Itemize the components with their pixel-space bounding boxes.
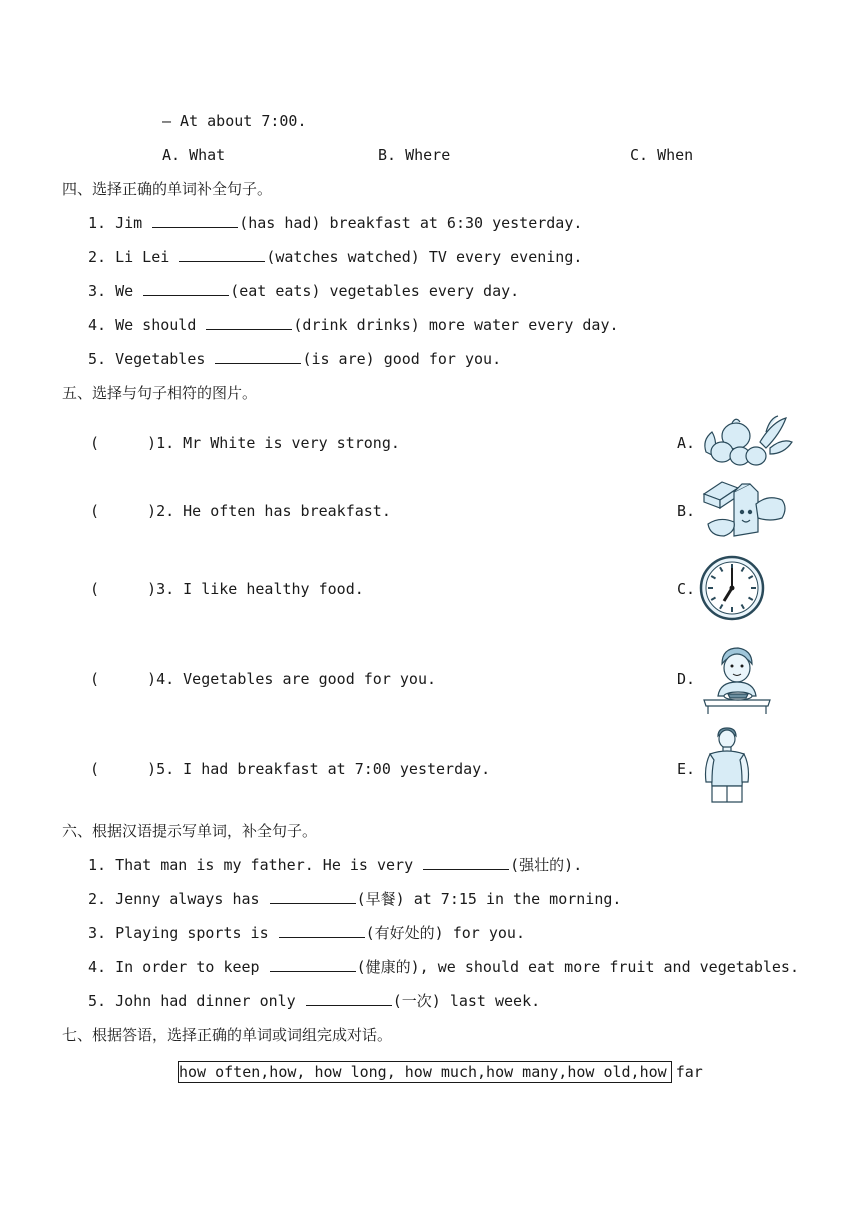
s6-item-5 <box>88 991 540 1011</box>
pic-label-a: A. <box>677 434 696 452</box>
s5-item-4 <box>90 669 436 689</box>
s5-paren-close: ) <box>147 434 157 452</box>
s4-item-2-pre: 2. Li Lei <box>88 248 170 266</box>
s4-item-1 <box>88 213 582 233</box>
s4-item-5-post: (is are) good for you. <box>302 350 502 368</box>
s4-item-4-post: (drink drinks) more water every day. <box>293 316 619 334</box>
s5-item-1 <box>90 433 400 453</box>
s5-item-3 <box>90 579 364 599</box>
s5-paren-open: ( <box>90 502 100 520</box>
section5-heading: 五、选择与句子相符的图片。 <box>62 384 258 402</box>
option-b: B. Where <box>378 146 451 164</box>
s6-blank-1[interactable] <box>423 855 509 870</box>
s6-item-1 <box>88 855 582 875</box>
word-bank-box <box>178 1061 703 1083</box>
s4-item-4 <box>88 315 619 335</box>
pic-label-e: E. <box>677 760 696 778</box>
s5-item-1-text: 1. Mr White is very strong. <box>156 434 400 452</box>
s6-item-4-pre: 4. In order to keep <box>88 958 260 976</box>
section7-heading: 七、根据答语，选择正确的单词或词组完成对话。 <box>62 1026 393 1044</box>
s6-item-3 <box>88 923 525 943</box>
s4-blank-3[interactable] <box>143 281 229 296</box>
s6-item-3-post: (有好处的) for you. <box>365 924 525 942</box>
s4-blank-2[interactable] <box>179 247 265 262</box>
s5-paren-open: ( <box>90 670 100 688</box>
s4-item-1-pre: 1. Jim <box>88 214 143 232</box>
pic-label-b: B. <box>677 502 696 520</box>
s6-item-3-pre: 3. Playing sports is <box>88 924 269 942</box>
pic-label-d: D. <box>677 670 696 688</box>
s4-blank-1[interactable] <box>152 213 238 228</box>
answer-line: — At about 7:00. <box>162 112 307 130</box>
s5-paren-close: ) <box>147 760 157 778</box>
word-bank-text: how often,how, how long, how much,how many,how old,how far <box>179 1063 703 1081</box>
s6-blank-3[interactable] <box>279 923 365 938</box>
s4-item-3-pre: 3. We <box>88 282 134 300</box>
breakfast-food-picture <box>700 478 788 542</box>
s5-item-2 <box>90 501 391 521</box>
option-c: C. When <box>630 146 694 164</box>
section4-heading: 四、选择正确的单词补全句子。 <box>62 180 273 198</box>
boy-eating-picture <box>700 644 774 716</box>
section6-heading: 六、根据汉语提示写单词，补全句子。 <box>62 822 318 840</box>
s5-paren-close: ) <box>147 670 157 688</box>
option-a: A. What <box>162 146 226 164</box>
s6-item-5-post: (一次) last week. <box>392 992 541 1010</box>
s5-item-5-text: 5. I had breakfast at 7:00 yesterday. <box>156 760 491 778</box>
s5-paren-close: ) <box>147 580 157 598</box>
s5-item-2-text: 2. He often has breakfast. <box>156 502 391 520</box>
s5-paren-close: ) <box>147 502 157 520</box>
s6-item-4-post: (健康的), we should eat more fruit and vegetables. <box>356 958 799 976</box>
s6-item-1-pre: 1. That man is my father. He is very <box>88 856 414 874</box>
s4-item-5 <box>88 349 501 369</box>
s5-paren-open: ( <box>90 580 100 598</box>
s4-blank-5[interactable] <box>215 349 301 364</box>
s6-item-5-pre: 5. John had dinner only <box>88 992 296 1010</box>
s4-item-3 <box>88 281 519 301</box>
s4-item-1-post: (has had) breakfast at 6:30 yesterday. <box>239 214 583 232</box>
s6-item-2-post: (早餐) at 7:15 in the morning. <box>356 890 622 908</box>
s4-item-3-post: (eat eats) vegetables every day. <box>230 282 520 300</box>
s4-blank-4[interactable] <box>206 315 292 330</box>
s6-blank-2[interactable] <box>270 889 356 904</box>
s4-item-2-post: (watches watched) TV every evening. <box>266 248 583 266</box>
s6-item-2-pre: 2. Jenny always has <box>88 890 260 908</box>
s6-item-2 <box>88 889 621 909</box>
s6-blank-5[interactable] <box>306 991 392 1006</box>
vegetables-picture <box>700 412 794 470</box>
s4-item-5-pre: 5. Vegetables <box>88 350 206 368</box>
s5-item-3-text: 3. I like healthy food. <box>156 580 364 598</box>
s5-paren-open: ( <box>90 434 100 452</box>
s4-item-2 <box>88 247 582 267</box>
strong-man-picture <box>702 726 752 810</box>
s5-paren-open: ( <box>90 760 100 778</box>
s5-item-5 <box>90 759 490 779</box>
s6-item-4 <box>88 957 799 977</box>
s6-item-1-post: (强壮的). <box>510 856 583 874</box>
s4-item-4-pre: 4. We should <box>88 316 197 334</box>
pic-label-c: C. <box>677 580 696 598</box>
clock-picture <box>698 554 766 622</box>
s5-item-4-text: 4. Vegetables are good for you. <box>156 670 437 688</box>
s6-blank-4[interactable] <box>270 957 356 972</box>
